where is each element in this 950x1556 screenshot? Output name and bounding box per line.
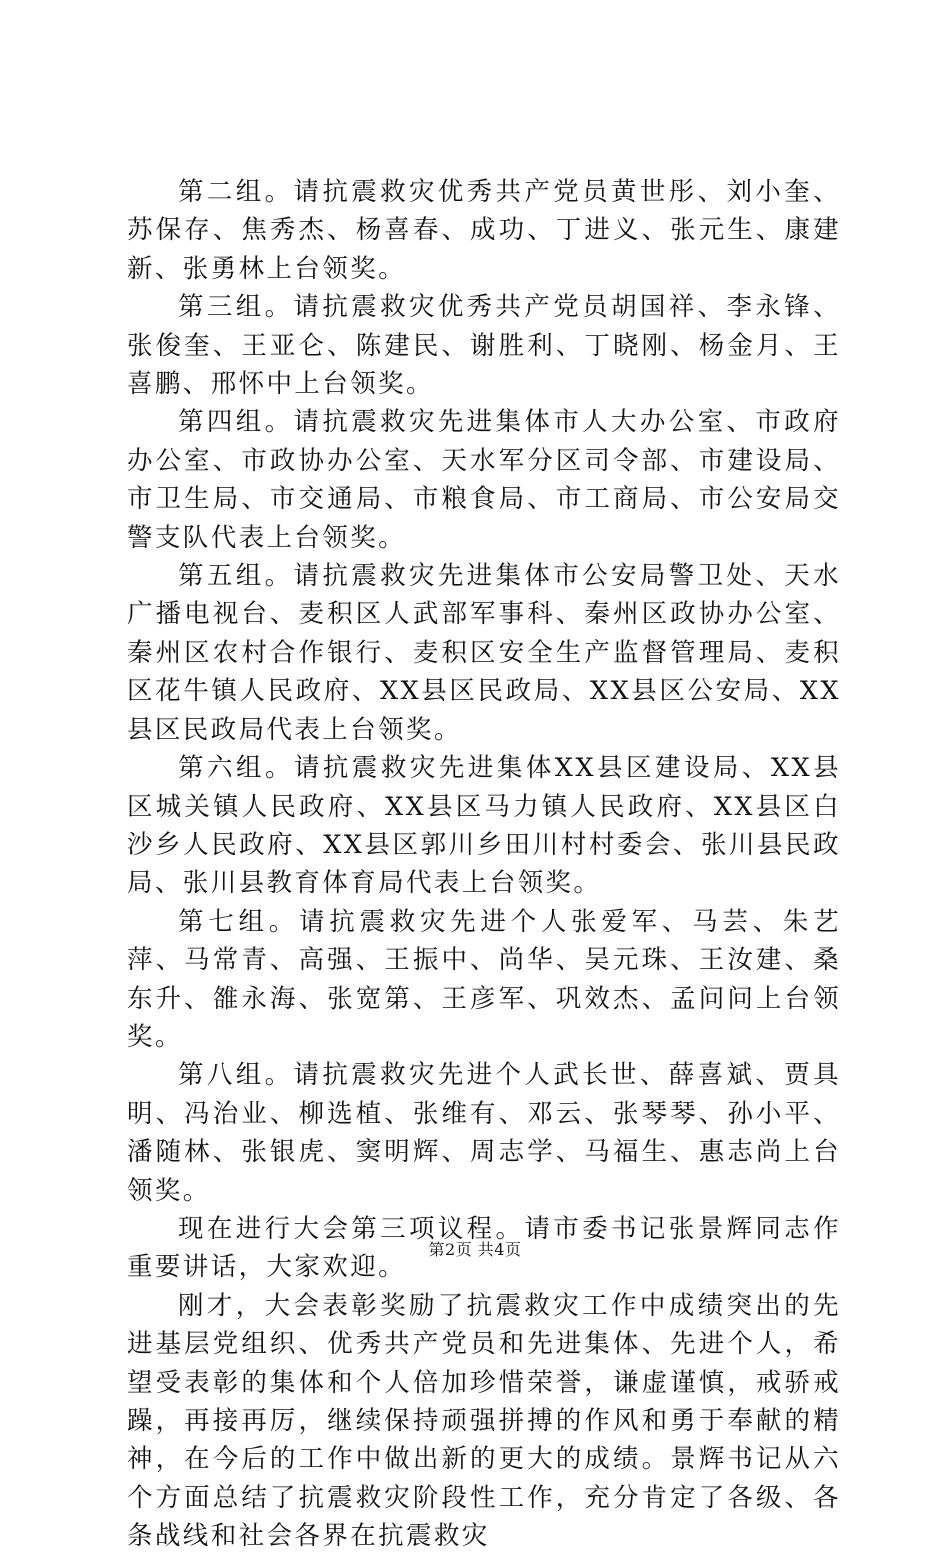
paragraph-group-8: 第八组。请抗震救灾先进个人武长世、薛喜斌、贾具明、冯治业、柳选植、张维有、邓云、张琴琴、孙小平、潘随林、张银虎、窦明辉、周志学、马福生、惠志尚上台领奖。 bbox=[127, 1060, 841, 1206]
paragraph-group-3: 第三组。请抗震救灾优秀共产党员胡国祥、李永锋、张俊奎、王亚仑、陈建民、谢胜利、丁晓刚、杨金月、王喜鹏、邢怀中上台领奖。 bbox=[127, 292, 841, 400]
document-body bbox=[127, 173, 841, 1556]
paragraph-group-5: 第五组。请抗震救灾先进集体市公安局警卫处、天水广播电视台、麦积区人武部军事科、秦州区政协办公室、秦州区农村合作银行、麦积区安全生产监督管理局、麦积区花牛镇人民政府、XX县区民政局、XX县区公安局、XX县区民政局代表上台领奖。 bbox=[127, 561, 841, 745]
paragraph-agenda-item-3: 现在进行大会第三项议程。请市委书记张景辉同志作重要讲话，大家欢迎。 bbox=[127, 1213, 841, 1283]
paragraph-closing-remarks: 刚才，大会表彰奖励了抗震救灾工作中成绩突出的先进基层党组织、优秀共产党员和先进集体、先进个人，希望受表彰的集体和个人倍加珍惜荣誉，谦虚谨慎，戒骄戒躁，再接再厉，继续保持顽强拼搏的作风和勇于奉献的精神，在今后的工作中做出新的更大的成绩。景辉书记从六个方面总结了抗震救灾阶段性工作，充分肯定了各级、各条战线和社会各界在抗震救灾 bbox=[127, 1290, 841, 1552]
paragraph-group-7: 第七组。请抗震救灾先进个人张爱军、马芸、朱艺萍、马常青、高强、王振中、尚华、吴元珠、王汝建、桑东升、雒永海、张宽第、王彦军、巩效杰、孟问问上台领奖。 bbox=[127, 906, 841, 1052]
paragraph-group-6: 第六组。请抗震救灾先进集体XX县区建设局、XX县区城关镇人民政府、XX县区马力镇人民政府、XX县区白沙乡人民政府、XX县区郭川乡田川村村委会、张川县民政局、张川县教育体育局代表上台领奖。 bbox=[127, 753, 841, 899]
page-number-footer: 第2页 共4页 bbox=[428, 1240, 522, 1259]
paragraph-group-4: 第四组。请抗震救灾先进集体市人大办公室、市政府办公室、市政协办公室、天水军分区司令部、市建设局、市卫生局、市交通局、市粮食局、市工商局、市公安局交警支队代表上台领奖。 bbox=[127, 407, 841, 553]
paragraph-group-2: 第二组。请抗震救灾优秀共产党员黄世彤、刘小奎、苏保存、焦秀杰、杨喜春、成功、丁进义、张元生、康建新、张勇林上台领奖。 bbox=[127, 177, 841, 284]
